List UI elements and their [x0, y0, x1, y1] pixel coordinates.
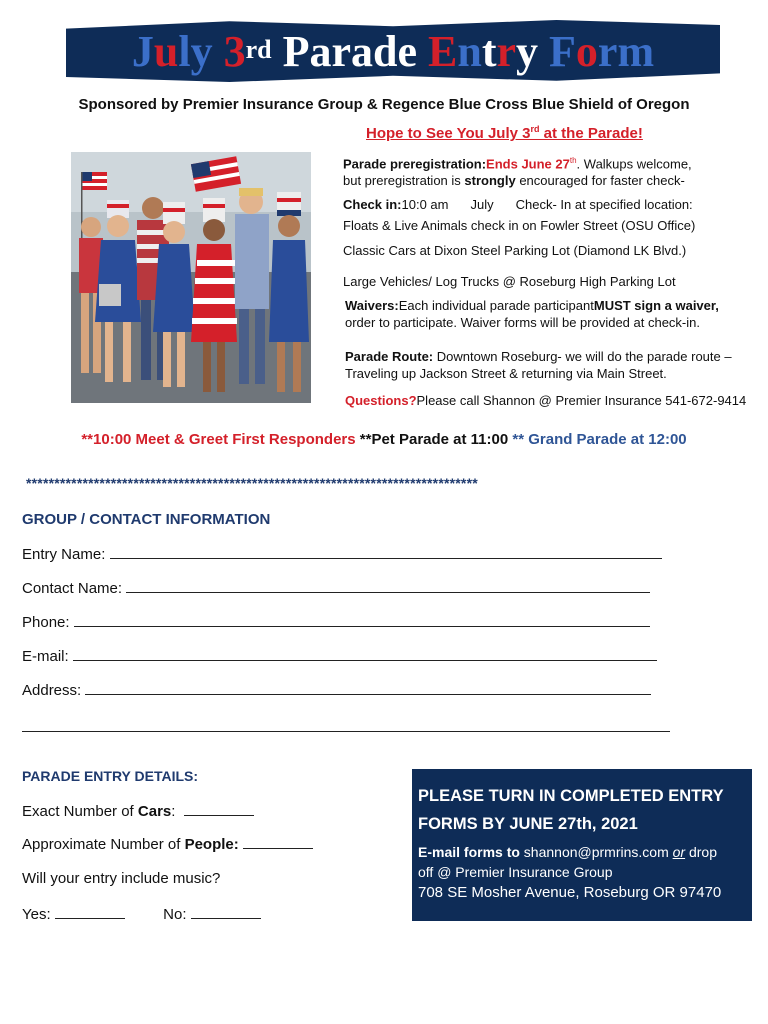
drop-text: drop — [685, 844, 717, 860]
phone-blank[interactable] — [74, 613, 650, 627]
contact-name-blank[interactable] — [126, 579, 650, 593]
turn-in-heading-2: FORMS BY JUNE 27th, 2021 — [418, 815, 638, 833]
address-blank-2[interactable] — [22, 718, 670, 732]
page-title: July 3rd Parade Entry Form — [131, 27, 655, 76]
no-label: No: — [163, 906, 187, 923]
phone-field[interactable] — [22, 613, 650, 631]
waivers-info: Waivers:Each individual parade participantMUST sign a waiver, order to participate. Waiver forms will be provided at check-in. — [345, 298, 719, 330]
email-forms-label: E-mail forms to — [418, 844, 520, 860]
music-question: Will your entry include music? — [22, 870, 221, 887]
sponsor-line: Sponsored by Premier Insurance Group & Regence Blue Cross Blue Shield of Oregon — [78, 96, 690, 113]
or-text: or — [672, 844, 686, 860]
contact-name-label: Contact Name: — [22, 580, 123, 597]
star-divider: ******************************************************************************** — [26, 475, 478, 491]
entry-name-label: Entry Name: — [22, 546, 106, 563]
people-count-field[interactable] — [22, 835, 313, 853]
email-blank[interactable] — [73, 647, 657, 661]
hope-line: Hope to See You July 3rd at the Parade! — [366, 124, 643, 142]
classic-cars-line: Classic Cars at Dixon Steel Parking Lot (Diamond LK Blvd.) — [343, 243, 687, 258]
no-blank[interactable] — [191, 905, 261, 919]
vehicles-line: Large Vehicles/ Log Trucks @ Roseburg High Parking Lot — [343, 274, 676, 289]
yes-label: Yes: — [22, 906, 51, 923]
mailing-address: 708 SE Mosher Avenue, Roseburg OR 97470 — [418, 884, 722, 901]
parade-kids-photo — [71, 152, 311, 403]
address-line-2[interactable] — [22, 718, 670, 737]
entry-name-field[interactable] — [22, 545, 662, 563]
music-yes-no[interactable] — [22, 905, 261, 923]
events-line: **10:00 Meet & Greet First Responders **Pet Parade at 11:00 ** Grand Parade at 12:00 — [81, 431, 687, 448]
email-label: E-mail: — [22, 648, 69, 665]
details-heading: PARADE ENTRY DETAILS: — [22, 768, 199, 784]
cars-colon: : — [171, 803, 176, 820]
contact-heading: GROUP / CONTACT INFORMATION — [22, 511, 271, 528]
route-info: Parade Route: Downtown Roseburg- we will do the parade route – Traveling up Jackson Street & returning via Main Street. — [345, 349, 732, 381]
turn-in-heading-1: PLEASE TURN IN COMPLETED ENTRY — [418, 787, 724, 805]
cars-blank[interactable] — [184, 802, 254, 816]
email-field[interactable] — [22, 647, 657, 665]
entry-name-blank[interactable] — [110, 545, 662, 559]
email-address[interactable]: shannon@prmrins.com — [519, 844, 673, 860]
checkin-line: Check in:10:0 am July Check- In at specified location: — [343, 197, 693, 212]
turn-in-box — [412, 769, 752, 921]
cars-label-bold: Cars — [137, 803, 172, 820]
floats-line: Floats & Live Animals check in on Fowler Street (OSU Office) — [343, 218, 696, 233]
preregistration-info: Parade preregistration:Ends June 27th. Walkups welcome, but preregistration is strongly encouraged for faster check- — [343, 156, 692, 189]
address-label: Address: — [22, 682, 82, 699]
people-label-bold: People: — [184, 836, 239, 853]
yes-blank[interactable] — [55, 905, 125, 919]
people-blank[interactable] — [243, 835, 313, 849]
questions-line: Questions?Please call Shannon @ Premier Insurance 541-672-9414 — [345, 393, 747, 408]
people-label: Approximate Number of — [22, 836, 185, 853]
phone-label: Phone: — [22, 614, 70, 631]
drop-off-text: off @ Premier Insurance Group — [418, 864, 613, 880]
contact-name-field[interactable] — [22, 579, 650, 597]
address-field[interactable] — [22, 681, 651, 699]
parade-photo-illustration — [71, 152, 311, 403]
address-blank[interactable] — [85, 681, 651, 695]
cars-count-field[interactable] — [22, 802, 254, 820]
cars-label: Exact Number of — [22, 803, 138, 820]
